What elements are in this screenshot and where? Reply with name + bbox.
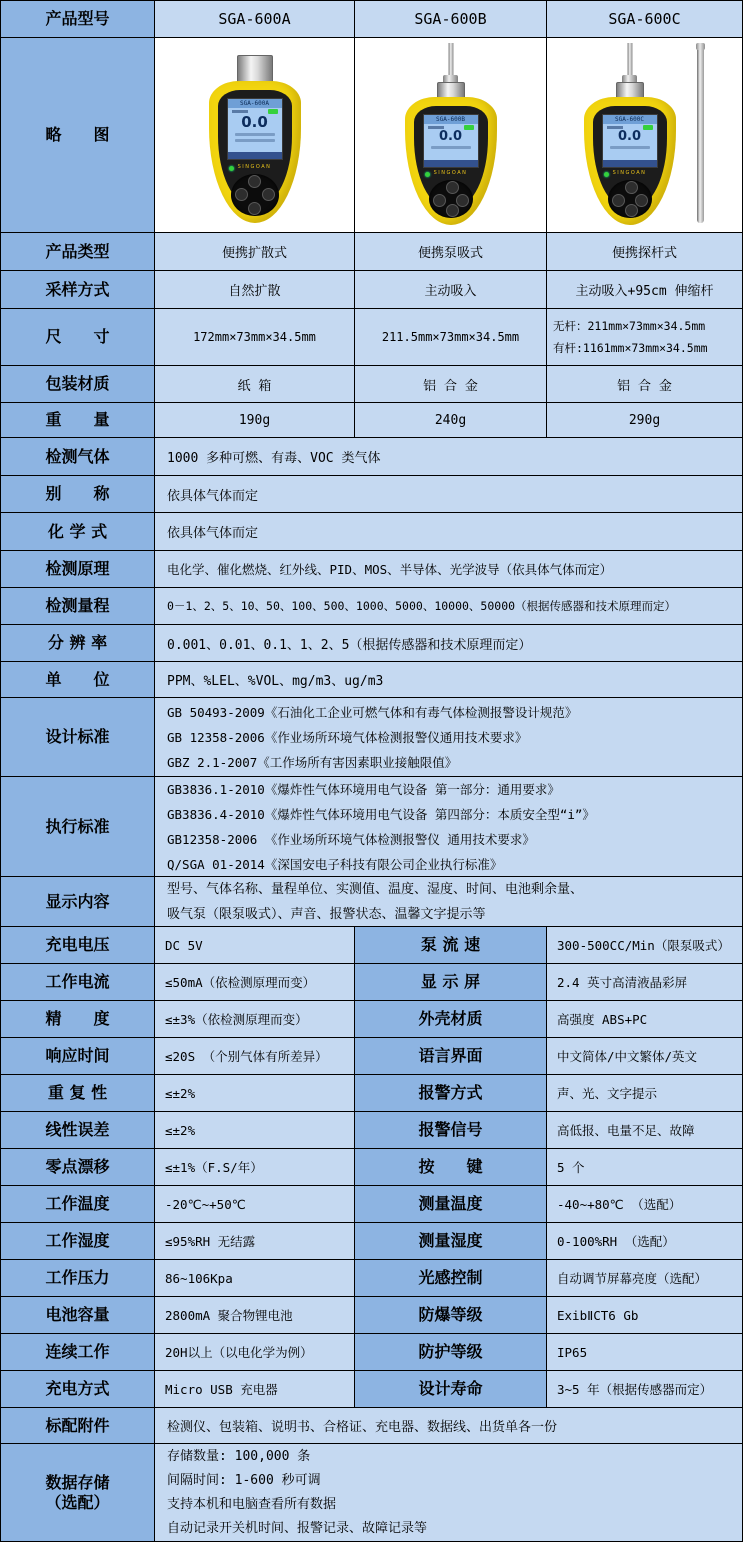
screen-detail-line <box>431 146 471 149</box>
value-response-time: ≤20S （个别气体有所差异） <box>155 1038 355 1075</box>
screen-time-bar <box>228 152 282 159</box>
value-weight-a: 190g <box>155 403 355 438</box>
value-chemical-formula: 依具体气体而定 <box>155 513 743 551</box>
label-weight: 重 量 <box>0 403 155 438</box>
table-row <box>0 366 743 403</box>
screen-model-title: SGA-600B <box>424 115 478 124</box>
device-illustration-sga600b <box>376 43 526 228</box>
left-button-icon <box>433 194 446 207</box>
screen-detail-line <box>610 146 650 149</box>
menu-button-icon <box>248 175 261 188</box>
table-row <box>0 513 743 551</box>
led-indicator <box>425 172 430 177</box>
label-detection-principle: 检测原理 <box>0 551 155 588</box>
table-row <box>0 877 743 927</box>
value-protection-level: IP65 <box>547 1334 743 1371</box>
device-face <box>593 106 667 208</box>
label-resolution: 分 辨 率 <box>0 625 155 662</box>
execution-standard-line: Q/SGA 01-2014《深国安电子科技有限公司企业执行标准》 <box>167 856 503 872</box>
label-zero-drift: 零点漂移 <box>0 1149 155 1186</box>
design-standard-line: GB 50493-2009《石油化工企业可燃气体和有毒气体检测报警设计规范》 <box>167 704 578 720</box>
dimensions-no-rod: 无杆：211mm×73mm×34.5mm <box>553 319 706 333</box>
label-design-life: 设计寿命 <box>355 1371 547 1408</box>
table-row <box>0 777 743 877</box>
table-row <box>0 662 743 698</box>
right-button-icon <box>635 194 648 207</box>
menu-button-icon <box>446 181 459 194</box>
table-row <box>0 0 743 38</box>
brand-label: SINGOAN <box>433 169 468 176</box>
value-packaging-c: 铝 合 金 <box>547 366 743 403</box>
button-cluster <box>429 180 473 218</box>
lcd-screen <box>602 114 658 168</box>
table-row <box>0 1186 743 1223</box>
label-chemical-formula: 化 学 式 <box>0 513 155 551</box>
menu-button-icon <box>625 181 638 194</box>
table-row <box>0 271 743 309</box>
value-linearity-error: ≤±2% <box>155 1112 355 1149</box>
value-weight-b: 240g <box>355 403 547 438</box>
screen-time-bar <box>424 160 478 167</box>
data-storage-line: 存储数量: 100,000 条 <box>167 1448 311 1464</box>
value-measure-temp: -40~+80℃ （选配） <box>547 1186 743 1223</box>
data-storage-label-line: （选配） <box>45 1492 110 1512</box>
lcd-screen <box>227 98 283 160</box>
value-product-type-c: 便携探杆式 <box>547 233 743 271</box>
enter-button-icon <box>248 202 261 215</box>
label-accuracy: 精 度 <box>0 1001 155 1038</box>
display-content-line: 吸气泵（限泵吸式）、声音、报警状态、温馨文字提示等 <box>167 906 486 922</box>
table-row <box>0 588 743 625</box>
label-unit: 单 位 <box>0 662 155 698</box>
value-sampling-b: 主动吸入 <box>355 271 547 309</box>
battery-icon <box>464 125 474 130</box>
label-working-current: 工作电流 <box>0 964 155 1001</box>
model-name-sga600a: SGA-600A <box>155 0 355 38</box>
label-accessories: 标配附件 <box>0 1408 155 1444</box>
label-explosion-proof: 防爆等级 <box>355 1297 547 1334</box>
label-light-control: 光感控制 <box>355 1260 547 1297</box>
table-row <box>0 1260 743 1297</box>
label-sketch: 略 图 <box>0 38 155 233</box>
value-shell-material: 高强度 ABS+PC <box>547 1001 743 1038</box>
gas-reading: 0.0 <box>241 112 268 131</box>
label-working-pressure: 工作压力 <box>0 1260 155 1297</box>
label-execution-standard: 执行标准 <box>0 777 155 877</box>
label-pump-flow: 泵 流 速 <box>355 927 547 964</box>
table-row <box>0 964 743 1001</box>
value-charge-voltage: DC 5V <box>155 927 355 964</box>
value-working-temp: -20℃~+50℃ <box>155 1186 355 1223</box>
table-row <box>0 1001 743 1038</box>
value-repeatability: ≤±2% <box>155 1075 355 1112</box>
value-sampling-c: 主动吸入+95cm 伸缩杆 <box>547 271 743 309</box>
sampling-probe <box>627 43 632 77</box>
table-row <box>0 1038 743 1075</box>
value-detection-principle: 电化学、催化燃烧、红外线、PID、MOS、半导体、光学波导（依具体气体而定） <box>155 551 743 588</box>
value-dimensions-b: 211.5mm×73mm×34.5mm <box>355 309 547 366</box>
value-product-type-b: 便携泵吸式 <box>355 233 547 271</box>
value-design-standard <box>155 698 743 777</box>
button-cluster <box>608 180 652 218</box>
value-alarm-signal: 高低报、电量不足、故障 <box>547 1112 743 1149</box>
display-content-line: 型号、气体名称、量程单位、实测值、温度、湿度、时间、电池剩余量、 <box>167 881 584 897</box>
screen-time-bar <box>603 160 657 167</box>
value-accuracy: ≤±3%（依检测原理而变） <box>155 1001 355 1038</box>
label-product-model: 产品型号 <box>0 0 155 38</box>
table-row <box>0 1334 743 1371</box>
value-resolution: 0.001、0.01、0.1、1、2、5（根据传感器和技术原理而定） <box>155 625 743 662</box>
led-indicator <box>604 172 609 177</box>
lcd-screen <box>423 114 479 168</box>
value-packaging-b: 铝 合 金 <box>355 366 547 403</box>
label-battery-capacity: 电池容量 <box>0 1297 155 1334</box>
enter-button-icon <box>446 204 459 217</box>
label-alarm-mode: 报警方式 <box>355 1075 547 1112</box>
label-design-standard: 设计标准 <box>0 698 155 777</box>
value-execution-standard <box>155 777 743 877</box>
battery-icon <box>643 125 653 130</box>
value-sampling-a: 自然扩散 <box>155 271 355 309</box>
table-row <box>0 1371 743 1408</box>
label-detection-range: 检测量程 <box>0 588 155 625</box>
label-charge-method: 充电方式 <box>0 1371 155 1408</box>
data-storage-line: 自动记录开关机时间、报警记录、故障记录等 <box>167 1520 428 1536</box>
screen-detail-line <box>235 139 275 142</box>
table-row <box>0 1223 743 1260</box>
label-display-content: 显示内容 <box>0 877 155 927</box>
label-charge-voltage: 充电电压 <box>0 927 155 964</box>
label-detect-gas: 检测气体 <box>0 438 155 476</box>
device-body <box>405 97 497 225</box>
table-row <box>0 476 743 513</box>
label-display-screen: 显 示 屏 <box>355 964 547 1001</box>
value-accessories: 检测仪、包装箱、说明书、合格证、充电器、数据线、出货单各一份 <box>155 1408 743 1444</box>
table-row <box>0 1149 743 1186</box>
led-indicator <box>229 166 234 171</box>
value-dimensions-a: 172mm×73mm×34.5mm <box>155 309 355 366</box>
value-display-screen: 2.4 英寸高清液晶彩屏 <box>547 964 743 1001</box>
label-working-temp: 工作温度 <box>0 1186 155 1223</box>
value-measure-humidity: 0-100%RH （选配） <box>547 1223 743 1260</box>
label-shell-material: 外壳材质 <box>355 1001 547 1038</box>
button-cluster <box>231 174 279 216</box>
screen-model-title: SGA-600A <box>228 99 282 108</box>
table-row <box>0 1408 743 1444</box>
data-storage-line: 间隔时间: 1-600 秒可调 <box>167 1472 321 1488</box>
telescopic-rod <box>697 47 704 223</box>
sampling-probe <box>448 43 453 77</box>
table-row <box>0 1444 743 1542</box>
sensor-cap <box>237 55 273 83</box>
value-alias: 依具体气体而定 <box>155 476 743 513</box>
value-language-ui: 中文简体/中文繁体/英文 <box>547 1038 743 1075</box>
sketch-cell-sga600b <box>355 38 547 233</box>
value-battery-capacity: 2800mA 聚合物锂电池 <box>155 1297 355 1334</box>
label-protection-level: 防护等级 <box>355 1334 547 1371</box>
label-continuous-work: 连续工作 <box>0 1334 155 1371</box>
left-button-icon <box>235 188 248 201</box>
table-row <box>0 698 743 777</box>
data-storage-label-line: 数据存储 <box>45 1472 110 1492</box>
device-body <box>584 97 676 225</box>
device-face <box>218 90 292 206</box>
label-language-ui: 语言界面 <box>355 1038 547 1075</box>
status-icons <box>228 108 282 115</box>
label-linearity-error: 线性误差 <box>0 1112 155 1149</box>
value-detect-gas: 1000 多种可燃、有毒、VOC 类气体 <box>155 438 743 476</box>
table-row <box>0 927 743 964</box>
label-data-storage <box>0 1444 155 1542</box>
execution-standard-line: GB3836.4-2010《爆炸性气体环境用电气设备 第四部分：本质安全型“i”》 <box>167 806 595 822</box>
label-measure-temp: 测量温度 <box>355 1186 547 1223</box>
gas-reading: 0.0 <box>617 128 642 144</box>
right-button-icon <box>456 194 469 207</box>
device-body <box>209 81 301 223</box>
value-working-humidity: ≤95%RH 无结露 <box>155 1223 355 1260</box>
design-standard-line: GB 12358-2006《作业场所环境气体检测报警仪通用技术要求》 <box>167 729 528 745</box>
value-data-storage <box>155 1444 743 1542</box>
label-packaging: 包装材质 <box>0 366 155 403</box>
right-button-icon <box>262 188 275 201</box>
value-detection-range: 0－1、2、5、10、50、100、500、1000、5000、10000、50000（根据传感器和技术原理而定） <box>155 588 743 625</box>
value-working-pressure: 86~106Kpa <box>155 1260 355 1297</box>
execution-standard-line: GB12358-2006 《作业场所环境气体检测报警仪 通用技术要求》 <box>167 831 535 847</box>
left-button-icon <box>612 194 625 207</box>
screen-detail-line <box>235 133 275 136</box>
status-icons <box>603 124 657 131</box>
table-row <box>0 625 743 662</box>
value-dimensions-c <box>547 309 743 366</box>
label-response-time: 响应时间 <box>0 1038 155 1075</box>
value-packaging-a: 纸 箱 <box>155 366 355 403</box>
model-name-sga600b: SGA-600B <box>355 0 547 38</box>
table-row <box>0 38 743 233</box>
value-design-life: 3~5 年（根据传感器而定） <box>547 1371 743 1408</box>
gas-reading: 0.0 <box>438 128 463 144</box>
label-repeatability: 重 复 性 <box>0 1075 155 1112</box>
value-continuous-work: 20H以上（以电化学为例） <box>155 1334 355 1371</box>
label-working-humidity: 工作湿度 <box>0 1223 155 1260</box>
device-face <box>414 106 488 208</box>
table-row <box>0 1297 743 1334</box>
table-row <box>0 1112 743 1149</box>
enter-button-icon <box>625 204 638 217</box>
brand-label: SINGOAN <box>612 169 647 176</box>
label-product-type: 产品类型 <box>0 233 155 271</box>
value-charge-method: Micro USB 充电器 <box>155 1371 355 1408</box>
status-icons <box>424 124 478 131</box>
dimensions-with-rod: 有杆:1161mm×73mm×34.5mm <box>553 341 708 355</box>
device-illustration-sga600c <box>570 43 720 228</box>
label-alarm-signal: 报警信号 <box>355 1112 547 1149</box>
label-sampling-method: 采样方式 <box>0 271 155 309</box>
sketch-cell-sga600a <box>155 38 355 233</box>
value-alarm-mode: 声、光、文字提示 <box>547 1075 743 1112</box>
device-illustration-sga600a <box>180 43 330 228</box>
value-product-type-a: 便携扩散式 <box>155 233 355 271</box>
value-working-current: ≤50mA（依检测原理而变） <box>155 964 355 1001</box>
table-row <box>0 233 743 271</box>
label-measure-humidity: 测量湿度 <box>355 1223 547 1260</box>
table-row <box>0 309 743 366</box>
value-keys: 5 个 <box>547 1149 743 1186</box>
value-unit: PPM、%LEL、%VOL、mg/m3、ug/m3 <box>155 662 743 698</box>
value-display-content <box>155 877 743 927</box>
execution-standard-line: GB3836.1-2010《爆炸性气体环境用电气设备 第一部分：通用要求》 <box>167 781 560 797</box>
screen-model-title: SGA-600C <box>603 115 657 124</box>
value-explosion-proof: ExibⅡCT6 Gb <box>547 1297 743 1334</box>
value-light-control: 自动调节屏幕亮度（选配） <box>547 1260 743 1297</box>
sketch-cell-sga600c <box>547 38 743 233</box>
battery-icon <box>268 109 278 114</box>
table-row <box>0 1075 743 1112</box>
brand-label: SINGOAN <box>237 163 272 170</box>
label-keys: 按 键 <box>355 1149 547 1186</box>
data-storage-line: 支持本机和电脑查看所有数据 <box>167 1496 337 1512</box>
label-dimensions: 尺 寸 <box>0 309 155 366</box>
value-zero-drift: ≤±1%（F.S/年） <box>155 1149 355 1186</box>
design-standard-line: GBZ 2.1-2007《工作场所有害因素职业接触限值》 <box>167 754 458 770</box>
value-pump-flow: 300-500CC/Min（限泵吸式） <box>547 927 743 964</box>
table-row <box>0 551 743 588</box>
table-row <box>0 438 743 476</box>
model-name-sga600c: SGA-600C <box>547 0 743 38</box>
value-weight-c: 290g <box>547 403 743 438</box>
table-row <box>0 403 743 438</box>
label-alias: 别 称 <box>0 476 155 513</box>
